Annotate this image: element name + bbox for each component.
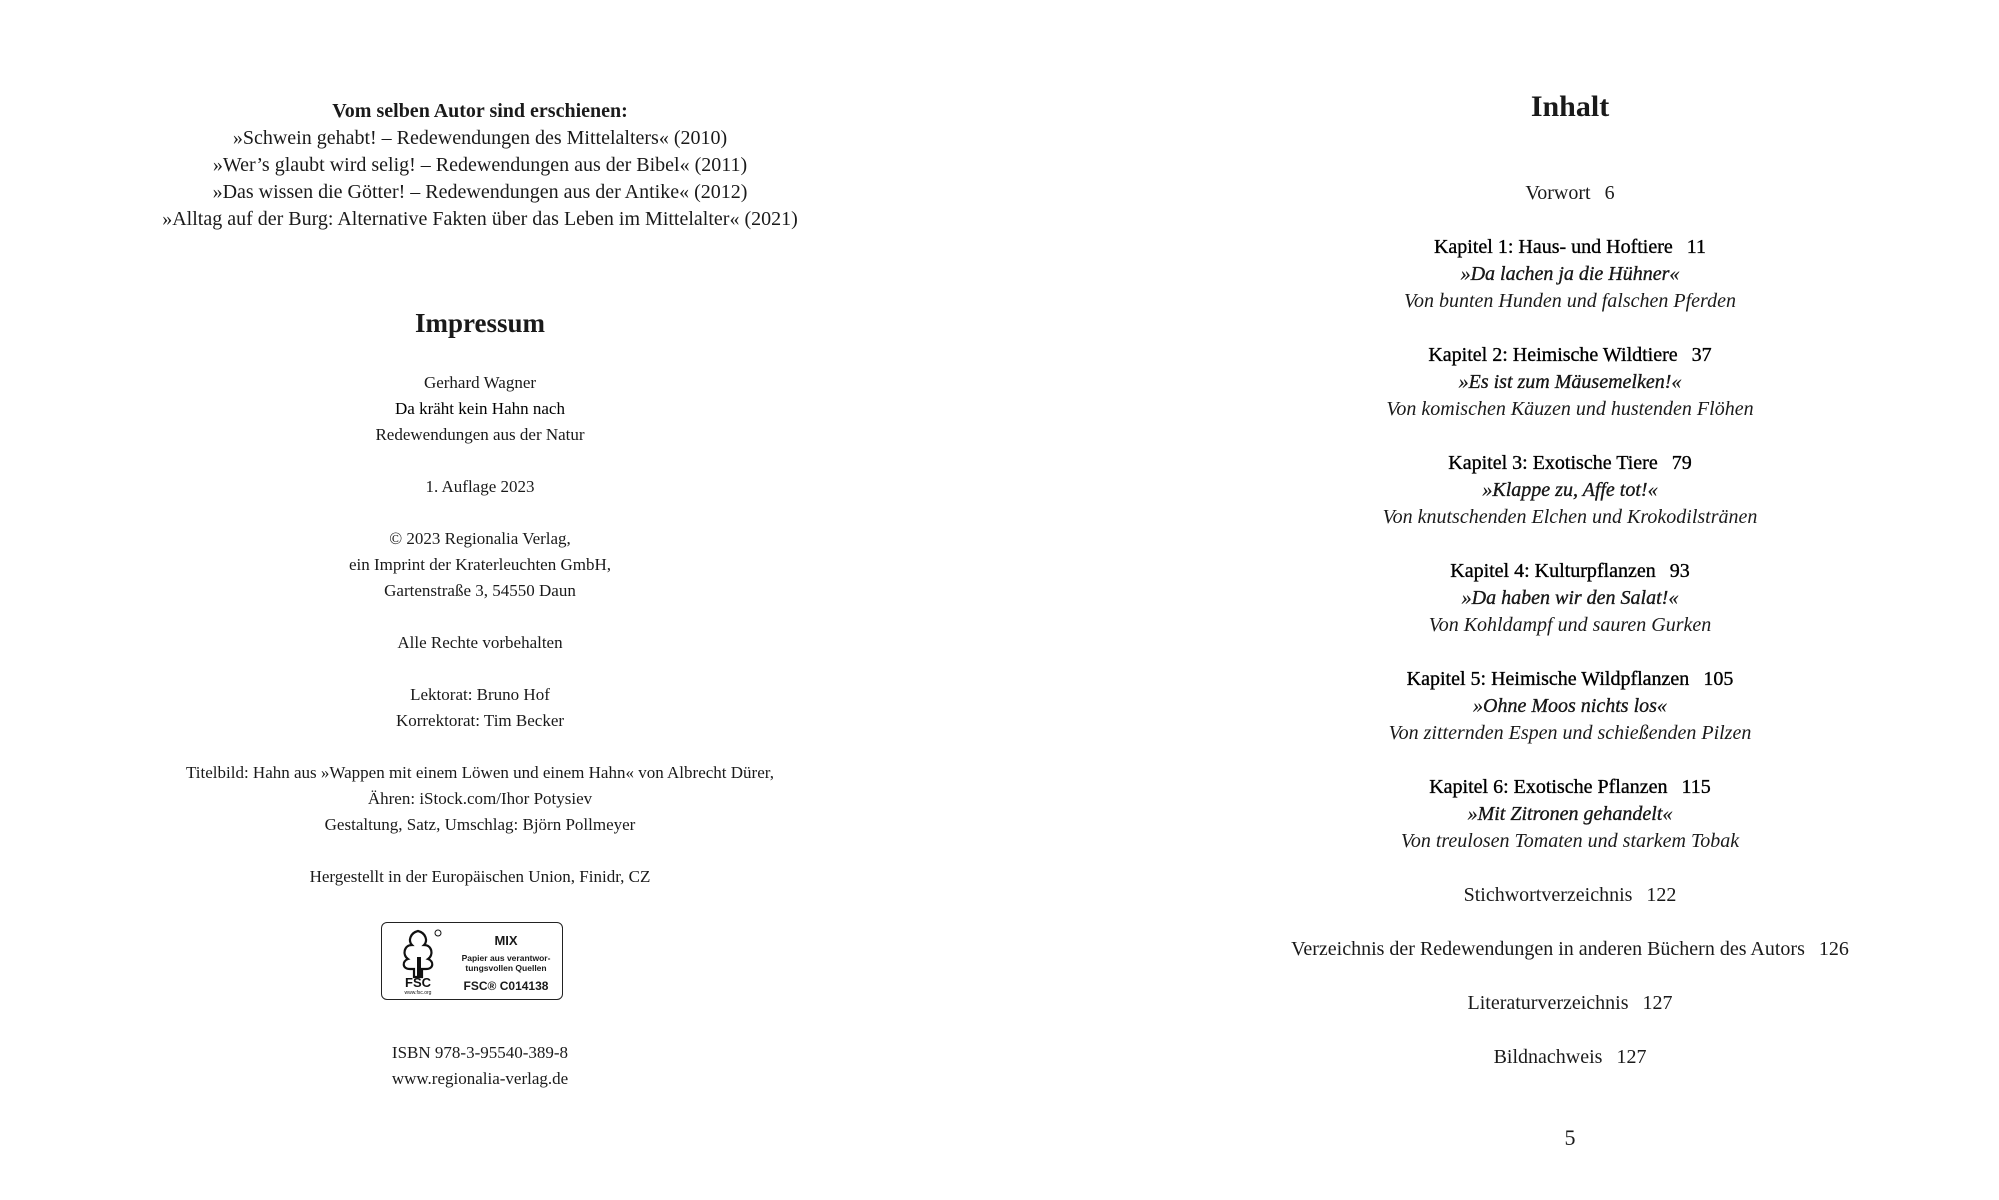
chapter-subtitle: Von Kohldampf und sauren Gurken: [1428, 614, 1712, 636]
chapter-subtitle: Von komischen Käuzen und hustenden Flöhen: [1386, 398, 1754, 420]
fsc-sources-line: tungsvollen Quellen: [465, 963, 547, 973]
imprint: ein Imprint der Kraterleuchten GmbH,: [349, 555, 611, 574]
chapter-heading: Kapitel 6: Exotische Pflanzen: [1429, 776, 1668, 798]
fsc-mix: MIX: [494, 933, 518, 948]
ears-credit: Ähren: iStock.com/Ihor Potysiev: [367, 789, 593, 808]
toc-appendix-entry: [1250, 936, 1890, 963]
toc-chapter: [1250, 558, 1890, 639]
chapter-quote: »Da lachen ja die Hühner«: [1460, 263, 1680, 285]
toc-chapter: [1250, 450, 1890, 531]
chapter-subtitle: Von bunten Hunden und falschen Pferden: [1404, 290, 1736, 312]
toc-entry-label: Vorwort: [1525, 182, 1591, 204]
toc-entry-label: Literaturverzeichnis: [1467, 992, 1629, 1014]
chapter-page: 37: [1691, 344, 1712, 366]
other-books-heading: Vom selben Autor sind erschienen:: [332, 100, 628, 122]
toc-entry-label: Stichwortverzeichnis: [1463, 884, 1633, 906]
chapter-subtitle: Von treulosen Tomaten und starkem Tobak: [1400, 830, 1740, 852]
toc-chapter: [1250, 774, 1890, 855]
other-books-section: [140, 98, 820, 233]
chapter-page: 105: [1703, 668, 1734, 690]
toc-chapter: [1250, 666, 1890, 747]
chapter-quote: »Ohne Moos nichts los«: [1473, 695, 1667, 717]
chapter-subtitle: Von knutschenden Elchen und Krokodilstränen: [1382, 506, 1758, 528]
proofreading-credit: Korrektorat: Tim Becker: [395, 711, 565, 730]
chapter-heading: Kapitel 4: Kulturpflanzen: [1450, 560, 1656, 582]
toc-title: Inhalt: [1530, 90, 1610, 123]
fsc-logo-text: FSC: [405, 975, 431, 990]
toc-chapter: [1250, 342, 1890, 423]
chapter-page: 93: [1669, 560, 1690, 582]
chapter-page: 115: [1681, 776, 1711, 798]
toc-entry-label: Verzeichnis der Redewendungen in anderen Büchern des Autors: [1291, 938, 1805, 960]
made-in: Hergestellt in der Europäischen Union, Finidr, CZ: [309, 867, 651, 886]
isbn-block: [140, 1040, 820, 1092]
table-of-contents: [1250, 180, 1890, 1098]
chapter-quote: »Da haben wir den Salat!«: [1461, 587, 1679, 609]
chapter-page: 11: [1686, 236, 1707, 258]
impressum-block: [140, 370, 820, 890]
other-book-item: »Alltag auf der Burg: Alternative Fakten über das Leben im Mittelalter« (2021): [162, 208, 798, 230]
toc-entry-page: 127: [1616, 1046, 1647, 1068]
chapter-quote: »Es ist zum Mäusemelken!«: [1458, 371, 1682, 393]
toc-entry-label: Bildnachweis: [1493, 1046, 1603, 1068]
toc-preface: [1250, 180, 1890, 207]
author-name: Gerhard Wagner: [423, 373, 537, 392]
chapter-heading: Kapitel 5: Heimische Wildpflanzen: [1406, 668, 1690, 690]
toc-appendix-entry: [1250, 882, 1890, 909]
other-book-item: »Wer’s glaubt wird selig! – Redewendungen aus der Bibel« (2011): [212, 154, 748, 176]
chapter-page: 79: [1671, 452, 1692, 474]
edition: 1. Auflage 2023: [425, 477, 535, 496]
editing-credit: Lektorat: Bruno Hof: [410, 685, 550, 704]
chapter-heading: Kapitel 2: Heimische Wildtiere: [1428, 344, 1678, 366]
chapter-quote: »Mit Zitronen gehandelt«: [1467, 803, 1673, 825]
toc-entry-page: 6: [1604, 182, 1615, 204]
toc-entry-page: 122: [1646, 884, 1677, 906]
other-book-item: »Das wissen die Götter! – Redewendungen aus der Antike« (2012): [212, 181, 748, 203]
toc-entry-page: 127: [1642, 992, 1673, 1014]
fsc-label: [381, 922, 563, 1000]
fsc-sources-line: Papier aus verantwor-: [461, 953, 551, 963]
toc-chapter: [1250, 234, 1890, 315]
chapter-heading: Kapitel 1: Haus- und Hoftiere: [1433, 236, 1673, 258]
copyright: © 2023 Regionalia Verlag,: [389, 529, 571, 548]
rights: Alle Rechte vorbehalten: [397, 633, 563, 652]
right-page: [1000, 0, 1999, 1200]
book-title: Da kräht kein Hahn nach: [395, 399, 565, 418]
fsc-tree-logo-icon: [390, 927, 446, 995]
cover-image-credit: Titelbild: Hahn aus »Wappen mit einem Löwen und einem Hahn« von Albrecht Dürer,: [186, 763, 774, 782]
page-number: 5: [1564, 1125, 1576, 1150]
toc-entry-page: 126: [1818, 938, 1849, 960]
book-subtitle: Redewendungen aus der Natur: [375, 425, 585, 444]
chapter-heading: Kapitel 3: Exotische Tiere: [1448, 452, 1658, 474]
fsc-code: FSC® C014138: [463, 979, 549, 993]
toc-appendix-entry: [1250, 1044, 1890, 1071]
toc-appendix-entry: [1250, 990, 1890, 1017]
impressum-title: Impressum: [414, 308, 546, 338]
other-book-item: »Schwein gehabt! – Redewendungen des Mittelalters« (2010): [232, 127, 728, 149]
chapter-subtitle: Von zitternden Espen und schießenden Pilzen: [1388, 722, 1752, 744]
isbn: ISBN 978-3-95540-389-8: [391, 1043, 569, 1062]
address: Gartenstraße 3, 54550 Daun: [384, 581, 576, 600]
chapter-quote: »Klappe zu, Affe tot!«: [1482, 479, 1658, 501]
fsc-logo-url: www.fsc.org: [404, 990, 432, 995]
design-credit: Gestaltung, Satz, Umschlag: Björn Pollmeyer: [324, 815, 636, 834]
fsc-sources: [452, 953, 560, 973]
website: www.regionalia-verlag.de: [391, 1069, 569, 1088]
